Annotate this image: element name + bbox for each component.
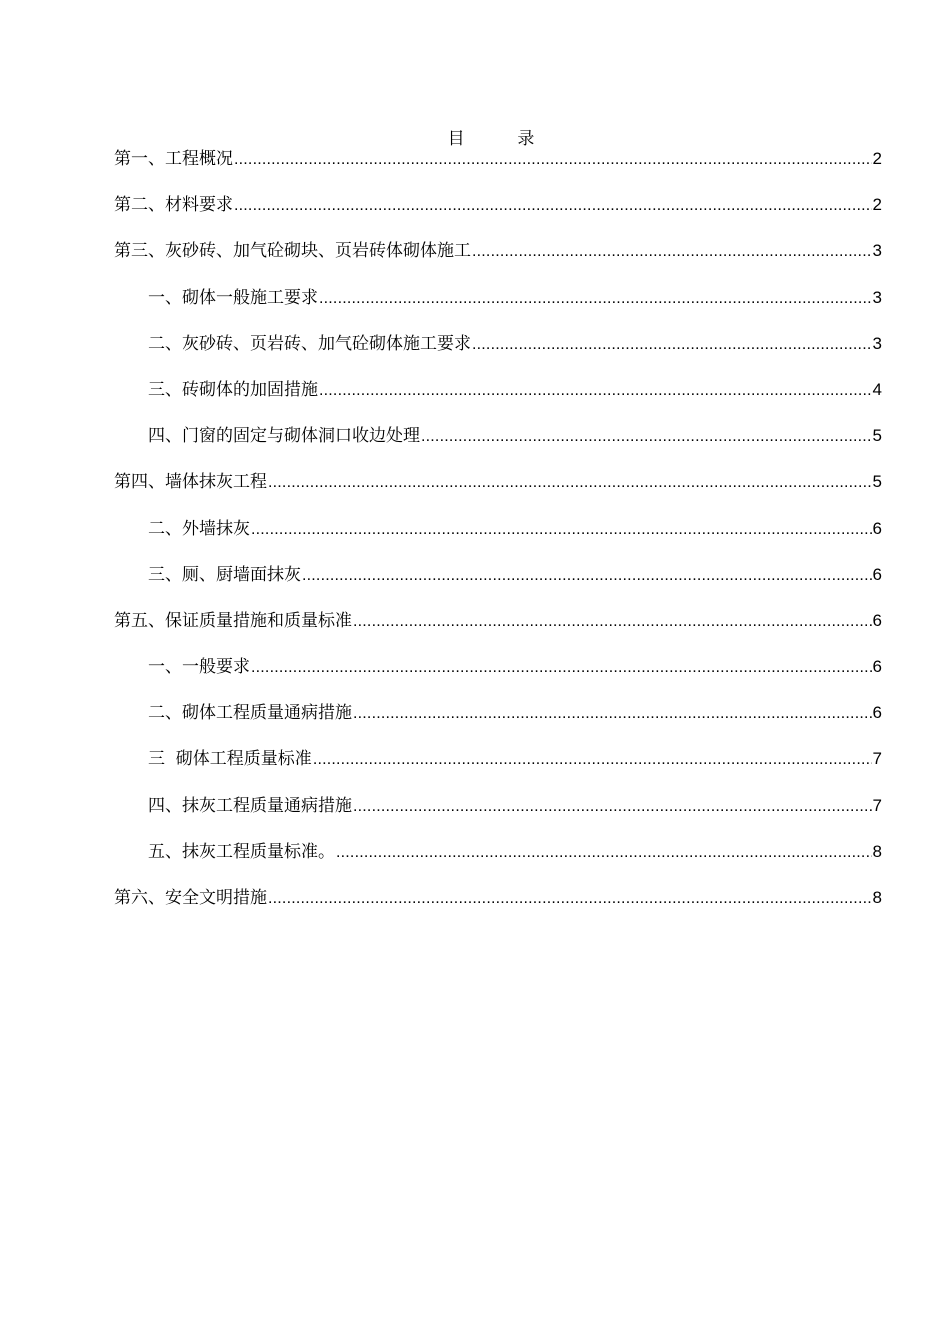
toc-entry-page: 4 [872, 379, 882, 399]
toc-entry[interactable] [114, 377, 882, 423]
toc-entry[interactable] [114, 746, 882, 792]
toc-entry[interactable] [114, 331, 882, 377]
toc-dot-leader [472, 239, 872, 265]
toc-entry-page: 7 [872, 749, 882, 769]
toc-entry-label: 第四、墙体抹灰工程 [114, 472, 267, 493]
toc-entry[interactable] [114, 793, 882, 839]
toc-entry-label: 二、外墙抹灰 [148, 518, 250, 539]
toc-entry-label: 第二、材料要求 [114, 195, 233, 216]
toc-entry[interactable] [114, 146, 882, 192]
toc-dot-leader [336, 840, 872, 866]
table-of-contents [114, 146, 882, 931]
toc-entry-page: 6 [872, 564, 882, 584]
toc-entry-label: 四、门窗的固定与砌体洞口收边处理 [148, 426, 420, 447]
toc-entry-label: 一、砌体一般施工要求 [148, 287, 318, 308]
toc-dot-leader [353, 794, 872, 820]
toc-dot-leader [313, 747, 872, 773]
toc-dot-leader [319, 286, 872, 312]
toc-entry-label: 四、抹灰工程质量通病措施 [148, 795, 352, 816]
toc-entry[interactable] [114, 469, 882, 515]
toc-dot-leader [251, 655, 872, 681]
toc-entry-label: 二、砌体工程质量通病措施 [148, 703, 352, 724]
toc-title: 目 录 [447, 129, 549, 149]
toc-entry-page: 2 [872, 195, 882, 215]
toc-entry-label: 第一、工程概况 [114, 149, 233, 169]
toc-entry-page: 3 [872, 333, 882, 353]
toc-entry-page: 6 [872, 518, 882, 538]
toc-entry-label: 第六、安全文明措施 [114, 888, 267, 908]
toc-entry-page: 8 [872, 888, 882, 907]
toc-entry-label: 二、灰砂砖、页岩砖、加气砼砌体施工要求 [148, 333, 471, 354]
toc-dot-leader [353, 609, 872, 635]
toc-entry[interactable] [114, 285, 882, 331]
toc-entry-page: 2 [872, 149, 882, 168]
toc-dot-leader [319, 378, 872, 404]
toc-entry-page: 8 [872, 841, 882, 861]
toc-entry-page: 3 [872, 287, 882, 307]
toc-entry-page: 6 [872, 657, 882, 677]
toc-dot-leader [302, 563, 872, 589]
toc-dot-leader [421, 424, 872, 450]
toc-dot-leader [268, 886, 872, 912]
toc-entry-label: 第五、保证质量措施和质量标准 [114, 610, 352, 631]
toc-dot-leader [234, 193, 872, 219]
toc-entry-page: 5 [872, 426, 882, 446]
toc-entry-label: 三、砖砌体的加固措施 [148, 379, 318, 400]
toc-entry[interactable] [114, 516, 882, 562]
toc-dot-leader [268, 470, 872, 496]
toc-entry-label: 五、抹灰工程质量标准。 [148, 841, 335, 862]
toc-entry-label: 第三、灰砂砖、加气砼砌块、页岩砖体砌体施工 [114, 241, 471, 262]
toc-entry[interactable] [114, 885, 882, 931]
toc-dot-leader [353, 701, 872, 727]
toc-entry[interactable] [114, 839, 882, 885]
toc-entry[interactable] [114, 700, 882, 746]
toc-entry-label: 三、厕、厨墙面抹灰 [148, 564, 301, 585]
toc-entry-page: 5 [872, 472, 882, 492]
toc-entry-page: 6 [872, 610, 882, 630]
toc-entry-page: 3 [872, 241, 882, 261]
toc-entry[interactable] [114, 654, 882, 700]
toc-entry[interactable] [114, 238, 882, 284]
toc-entry[interactable] [114, 562, 882, 608]
toc-entry[interactable] [114, 608, 882, 654]
toc-entry[interactable] [114, 192, 882, 238]
toc-entry-label: 一、一般要求 [148, 657, 250, 678]
toc-dot-leader [234, 147, 872, 173]
toc-dot-leader [472, 332, 872, 358]
toc-entry-page: 6 [872, 703, 882, 723]
toc-entry[interactable] [114, 423, 882, 469]
toc-entry-page: 7 [872, 795, 882, 815]
toc-entry-label: 三 砌体工程质量标准 [148, 749, 312, 770]
toc-dot-leader [251, 517, 872, 543]
